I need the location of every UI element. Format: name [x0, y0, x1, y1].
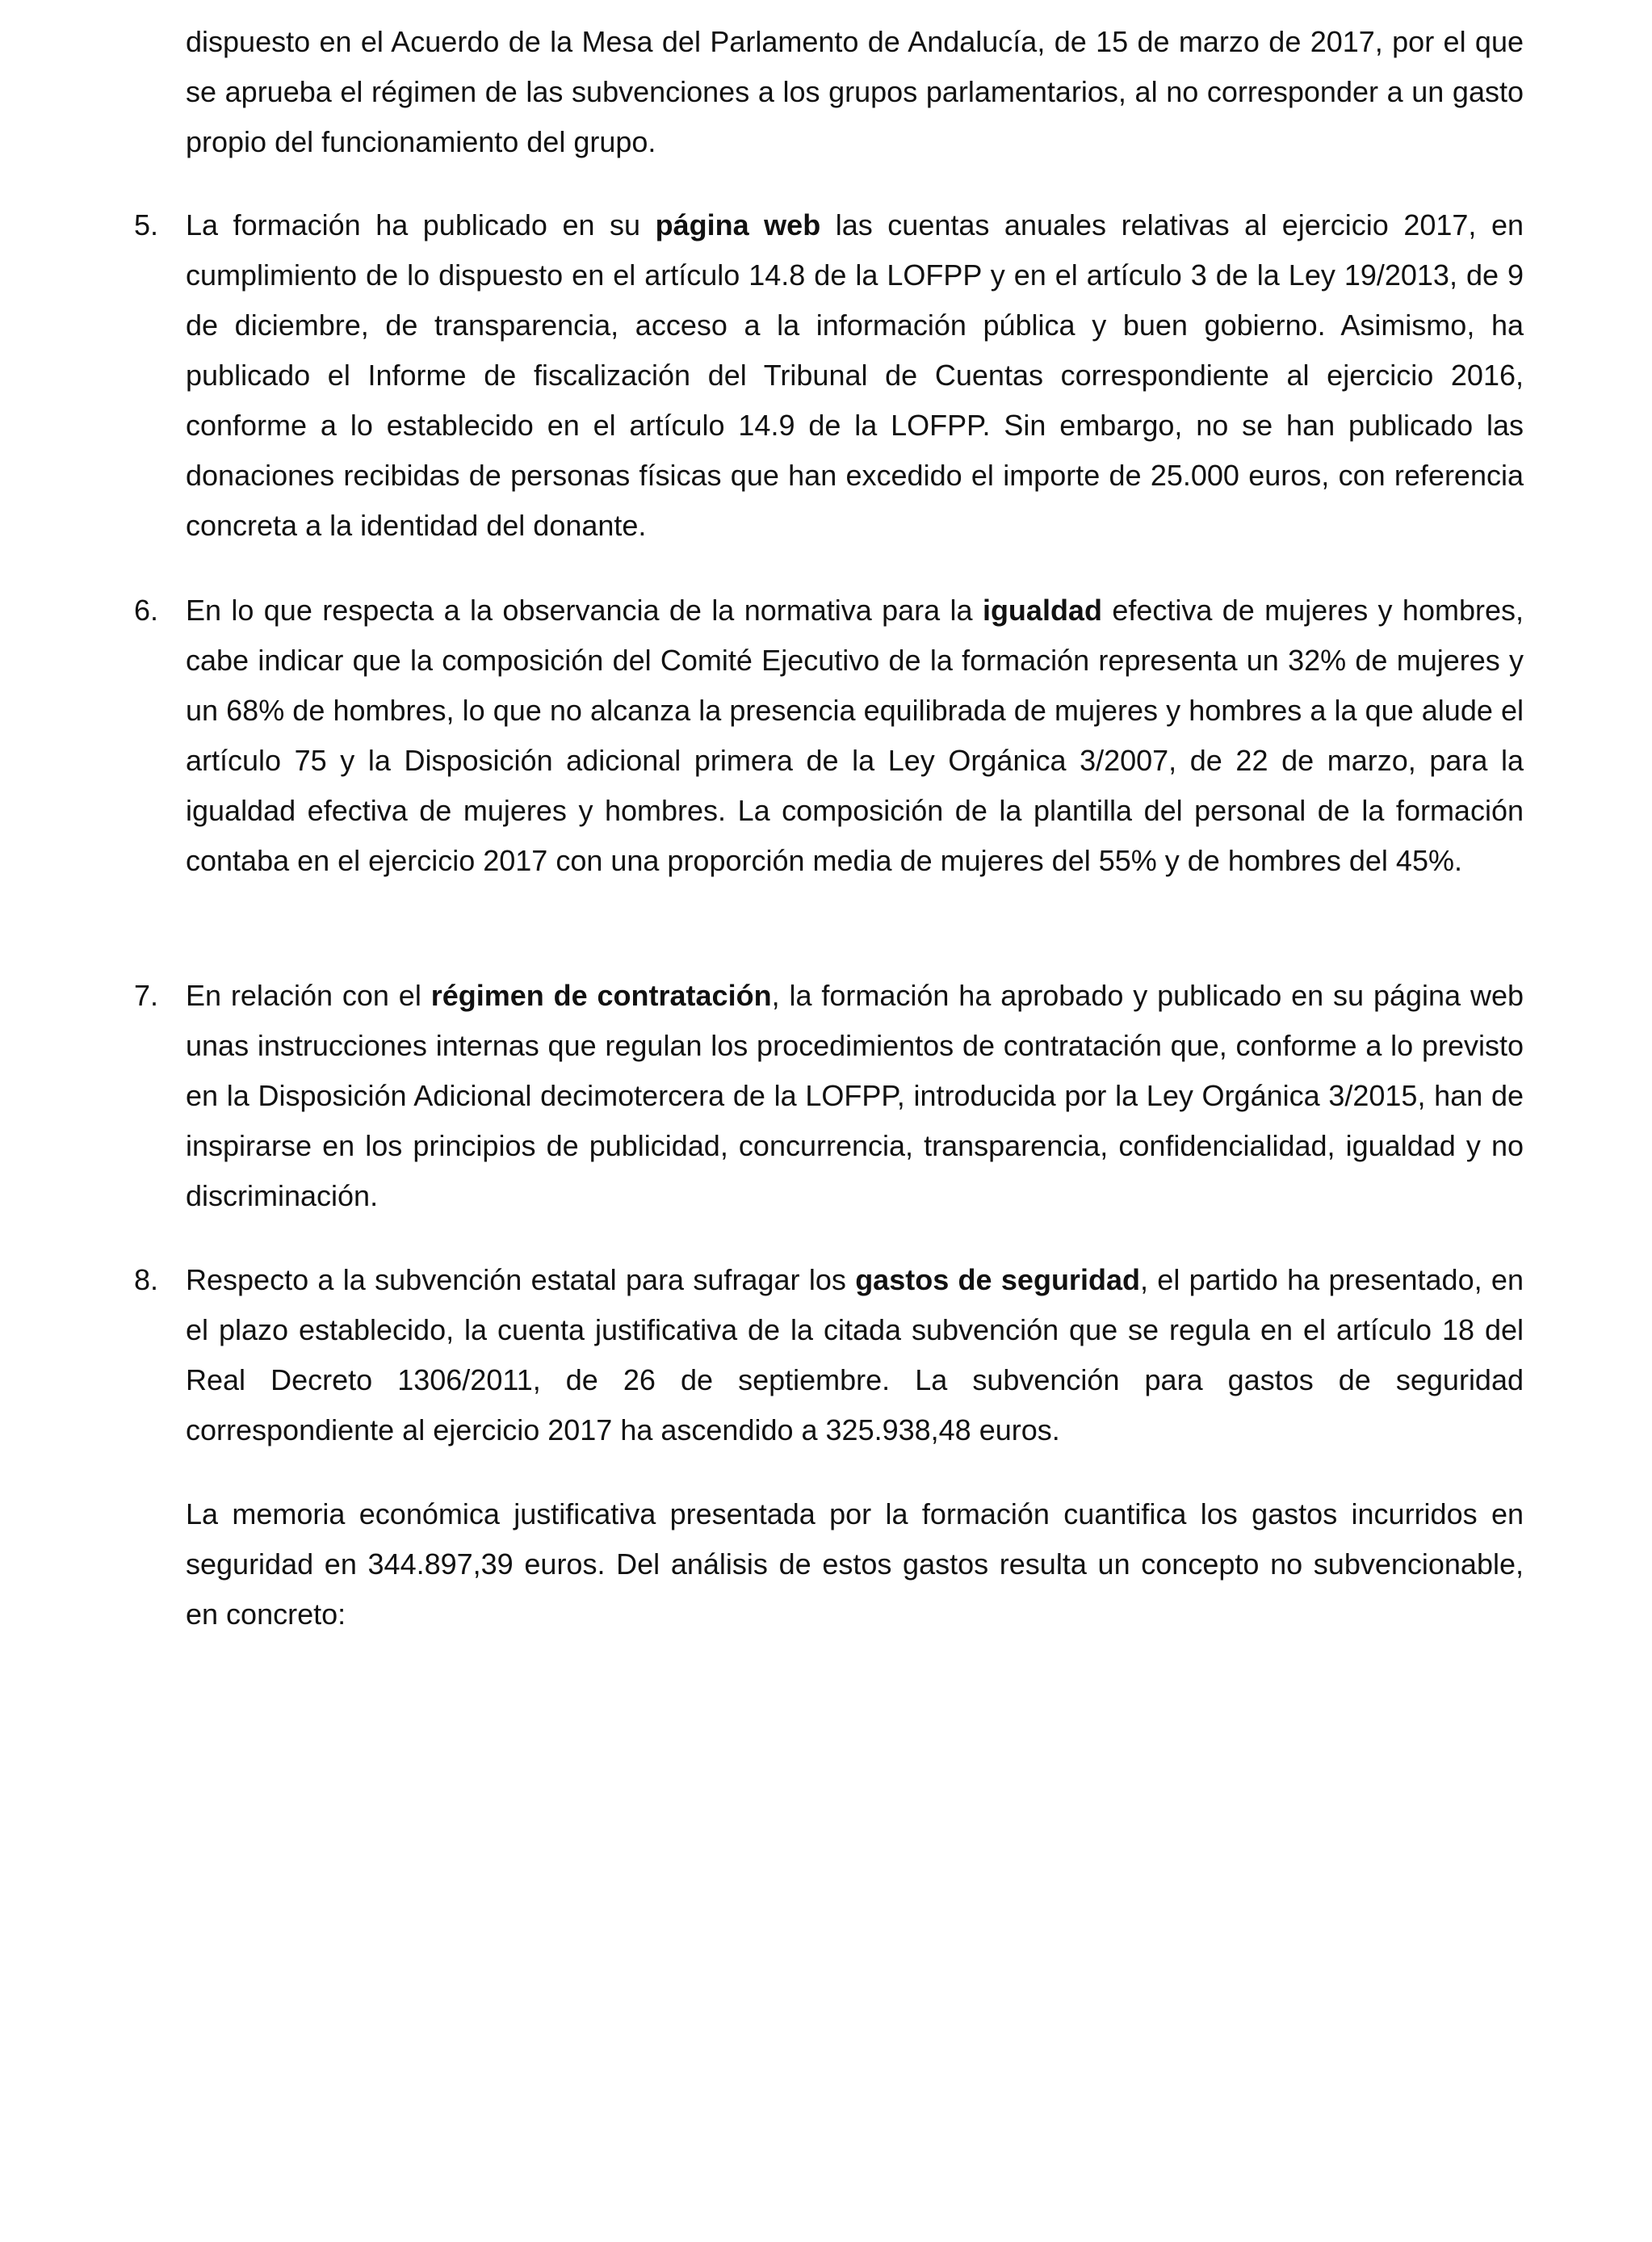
paragraph-8b: [186, 1489, 1524, 1640]
paragraph-text-before: En lo que respecta a la observancia de la normativa para la: [186, 594, 983, 627]
paragraph-text-before: Respecto a la subvención estatal para sufragar los: [186, 1263, 856, 1296]
list-number: 7.: [134, 979, 159, 1012]
paragraph-text-before: La formación ha publicado en su: [186, 208, 656, 241]
list-item-7: [134, 971, 1524, 1221]
list-number: 8.: [134, 1263, 159, 1296]
list-number: 6.: [134, 594, 159, 627]
paragraph-text-after: , la formación ha aprobado y publicado en su página web unas instrucciones internas que regulan los procedimientos de contratación que, conforme a lo previsto en la Disposición Adicional decimotercera de la LOFPP, introducida por la Ley Orgánica 3/2015, han de inspirarse en los principios de publicidad, concurrencia, transparencia, confidencialidad, igualdad y no discriminación.: [186, 979, 1524, 1212]
list-number: 5.: [134, 208, 159, 241]
list-item-6: [134, 586, 1524, 886]
paragraph-intro: [186, 17, 1524, 167]
paragraph-text: dispuesto en el Acuerdo de la Mesa del Parlamento de Andalucía, de 15 de marzo de 2017, por el que se aprueba el régimen de las subvenciones a los grupos parlamentarios, al no corresponder a un gasto propio del funcionamiento del grupo.: [186, 25, 1524, 158]
paragraph-text-after: , el partido ha presentado, en el plazo establecido, la cuenta justificativa de la citada subvención que se regula en el artículo 18 del Real Decreto 1306/2011, de 26 de septiembre. La subvención para gastos de seguridad correspondiente al ejercicio 2017 ha ascendido a 325.938,48 euros.: [186, 1263, 1524, 1446]
paragraph-text-after: efectiva de mujeres y hombres, cabe indicar que la composición del Comité Ejecutivo de la formación representa un 32% de mujeres y un 68% de hombres, lo que no alcanza la presencia equilibrada de mujeres y hombres a la que alude el artículo 75 y la Disposición adicional primera de la Ley Orgánica 3/2007, de 22 de marzo, para la igualdad efectiva de mujeres y hombres. La composición de la plantilla del personal de la formación contaba en el ejercicio 2017 con una proporción media de mujeres del 55% y de hombres del 45%.: [186, 594, 1524, 877]
paragraph-text: La memoria económica justificativa presentada por la formación cuantifica los gastos incurridos en seguridad en 344.897,39 euros. Del análisis de estos gastos resulta un concepto no subvencionable, en concreto:: [186, 1497, 1524, 1631]
bold-term: gastos de seguridad: [855, 1263, 1140, 1296]
bold-term: página web: [655, 208, 821, 241]
paragraph-text-after: las cuentas anuales relativas al ejercicio 2017, en cumplimiento de lo dispuesto en el artículo 14.8 de la LOFPP y en el artículo 3 de la Ley 19/2013, de 9 de diciembre, de transparencia, acceso a la información pública y buen gobierno. Asimismo, ha publicado el Informe de fiscalización del Tribunal de Cuentas correspondiente al ejercicio 2016, conforme a lo establecido en el artículo 14.9 de la LOFPP. Sin embargo, no se han publicado las donaciones recibidas de personas físicas que han excedido el importe de 25.000 euros, con referencia concreta a la identidad del donante.: [186, 208, 1524, 542]
bold-term: igualdad: [982, 594, 1102, 627]
list-item-8: [134, 1255, 1524, 1455]
bold-term: régimen de contratación: [430, 979, 772, 1012]
list-item-5: [134, 200, 1524, 551]
paragraph-text-before: En relación con el: [186, 979, 431, 1012]
